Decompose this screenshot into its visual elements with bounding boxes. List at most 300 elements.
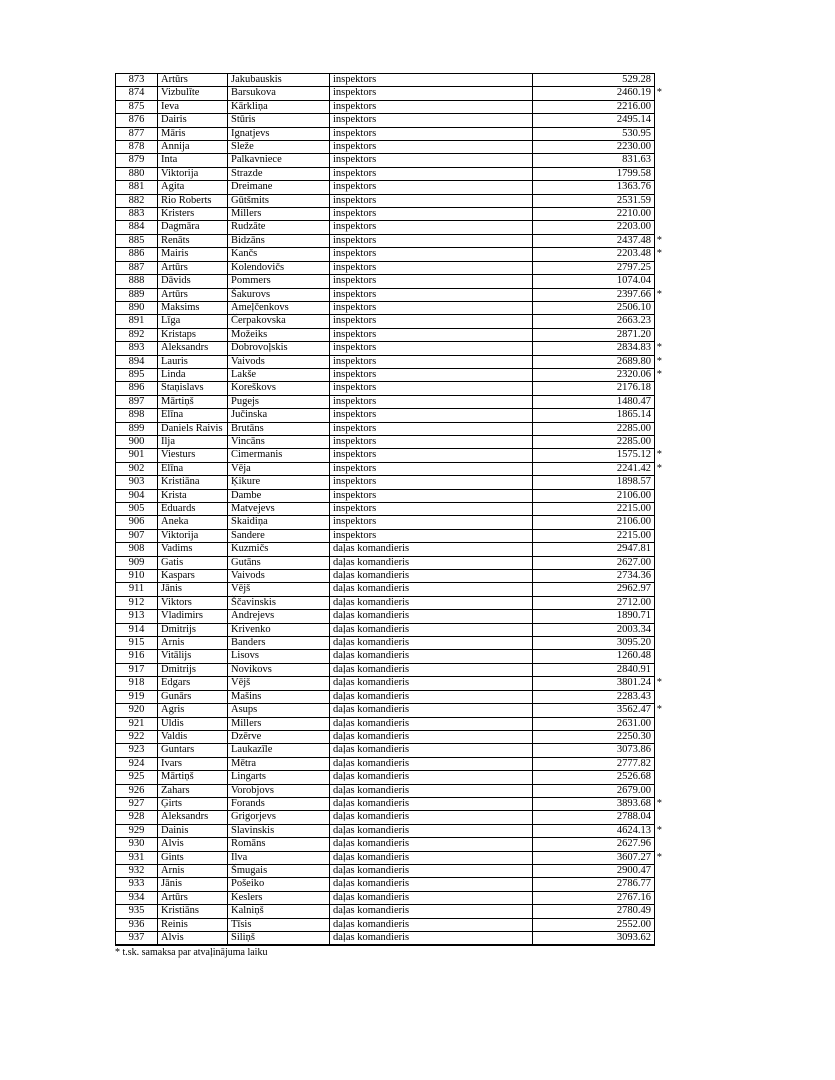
position-cell: inspektors [330, 87, 533, 100]
position-cell: inspektors [330, 395, 533, 408]
row-number: 933 [116, 878, 158, 891]
row-number: 910 [116, 570, 158, 583]
position-cell: inspektors [330, 422, 533, 435]
first-name-cell: Viktors [158, 596, 228, 609]
amount-cell [533, 704, 662, 717]
amount-value: 3562.47 [616, 704, 651, 716]
row-number: 937 [116, 932, 158, 946]
last-name-cell: Grigorjevs [228, 811, 330, 824]
row-number: 883 [116, 208, 158, 221]
row-number: 878 [116, 141, 158, 154]
first-name-cell: Artūrs [158, 288, 228, 301]
amount-cell [533, 637, 655, 650]
row-number: 877 [116, 127, 158, 140]
last-name-cell: Sandere [228, 529, 330, 542]
position-cell: daļas komandieris [330, 570, 533, 583]
footnote-marker: * [656, 87, 662, 99]
last-name-cell: Forands [228, 797, 330, 810]
position-cell: daļas komandieris [330, 851, 533, 864]
first-name-cell: Mārtiņš [158, 395, 228, 408]
amount-value: 2780.49 [616, 905, 651, 917]
amount-value: 2495.14 [616, 114, 651, 126]
first-name-cell: Gunārs [158, 690, 228, 703]
amount-value: 2210.00 [616, 208, 651, 220]
table-row [116, 610, 655, 623]
amount-cell [533, 851, 662, 864]
last-name-cell: Millers [228, 717, 330, 730]
position-cell: daļas komandieris [330, 690, 533, 703]
amount-value: 2531.59 [616, 194, 651, 206]
amount-cell [533, 409, 655, 422]
table-row [116, 556, 655, 569]
row-number: 922 [116, 730, 158, 743]
table-row [116, 221, 655, 234]
amount-value: 2712.00 [616, 596, 651, 608]
amount-value: 2834.83 [616, 342, 651, 354]
table-row [116, 315, 655, 328]
last-name-cell: Kančs [228, 248, 330, 261]
last-name-cell: Kalniņš [228, 905, 330, 918]
table-row [116, 824, 655, 837]
table-row [116, 891, 655, 904]
table-row [116, 154, 655, 167]
last-name-cell: Dreimane [228, 181, 330, 194]
table-row [116, 462, 655, 475]
position-cell: inspektors [330, 275, 533, 288]
amount-value: 2552.00 [616, 918, 651, 930]
table-row [116, 74, 655, 87]
first-name-cell: Elīna [158, 409, 228, 422]
position-cell: inspektors [330, 435, 533, 448]
row-number: 904 [116, 489, 158, 502]
row-number: 935 [116, 905, 158, 918]
table-row [116, 382, 655, 395]
amount-cell [533, 234, 662, 247]
amount-value: 1898.57 [616, 476, 651, 488]
last-name-cell: Andrejevs [228, 610, 330, 623]
amount-value: 831.63 [622, 154, 651, 166]
table-row [116, 100, 655, 113]
table-row [116, 181, 655, 194]
amount-value: 2962.97 [616, 583, 651, 595]
position-cell: daļas komandieris [330, 797, 533, 810]
table-row [116, 194, 655, 207]
amount-cell [533, 610, 655, 623]
last-name-cell: Ameļčenkovs [228, 301, 330, 314]
amount-value: 2689.80 [616, 355, 651, 367]
amount-cell [533, 529, 655, 542]
row-number: 932 [116, 864, 158, 877]
footnote-marker: * [656, 234, 662, 246]
first-name-cell: Inta [158, 154, 228, 167]
amount-cell [533, 891, 655, 904]
first-name-cell: Kaspars [158, 570, 228, 583]
first-name-cell: Ilja [158, 435, 228, 448]
first-name-cell: Elīna [158, 462, 228, 475]
position-cell: inspektors [330, 181, 533, 194]
amount-cell [533, 87, 662, 100]
first-name-cell: Kristaps [158, 328, 228, 341]
row-number: 894 [116, 355, 158, 368]
amount-value: 2627.96 [616, 838, 651, 850]
table-row [116, 503, 655, 516]
first-name-cell: Daniels Raivis [158, 422, 228, 435]
last-name-cell: Čerpakovska [228, 315, 330, 328]
row-number: 899 [116, 422, 158, 435]
first-name-cell: Artūrs [158, 261, 228, 274]
amount-cell [533, 797, 662, 810]
last-name-cell: Vorobjovs [228, 784, 330, 797]
last-name-cell: Kārkliņa [228, 100, 330, 113]
last-name-cell: Vējš [228, 677, 330, 690]
first-name-cell: Dmitrijs [158, 663, 228, 676]
first-name-cell: Dainis [158, 824, 228, 837]
amount-value: 3801.24 [616, 677, 651, 689]
last-name-cell: Ignatjevs [228, 127, 330, 140]
last-name-cell: Jučinska [228, 409, 330, 422]
amount-value: 2679.00 [616, 784, 651, 796]
first-name-cell: Viktorija [158, 167, 228, 180]
first-name-cell: Ivars [158, 757, 228, 770]
position-cell: inspektors [330, 516, 533, 529]
last-name-cell: Vēja [228, 462, 330, 475]
last-name-cell: Jakubauskis [228, 74, 330, 87]
last-name-cell: Millers [228, 208, 330, 221]
amount-cell [533, 449, 662, 462]
table-row [116, 717, 655, 730]
amount-value: 1799.58 [616, 167, 651, 179]
footnote-marker: * [656, 368, 662, 380]
table-row [116, 730, 655, 743]
table-row [116, 637, 655, 650]
row-number: 897 [116, 395, 158, 408]
amount-value: 2215.00 [616, 503, 651, 514]
table-row [116, 623, 655, 636]
last-name-cell: Pommers [228, 275, 330, 288]
amount-value: 2250.30 [616, 730, 651, 742]
table-row [116, 905, 655, 918]
last-name-cell: Stūris [228, 114, 330, 127]
last-name-cell: Novikovs [228, 663, 330, 676]
first-name-cell: Agris [158, 704, 228, 717]
amount-value: 2506.10 [616, 301, 651, 313]
row-number: 928 [116, 811, 158, 824]
position-cell: inspektors [330, 74, 533, 87]
position-cell: inspektors [330, 288, 533, 301]
position-cell: inspektors [330, 503, 533, 516]
row-number: 921 [116, 717, 158, 730]
amount-cell [533, 194, 655, 207]
last-name-cell: Gūtšmits [228, 194, 330, 207]
row-number: 903 [116, 476, 158, 489]
table-row [116, 918, 655, 931]
position-cell: daļas komandieris [330, 610, 533, 623]
position-cell: daļas komandieris [330, 878, 533, 891]
table-row [116, 208, 655, 221]
first-name-cell: Annija [158, 141, 228, 154]
position-cell: inspektors [330, 449, 533, 462]
position-cell: inspektors [330, 234, 533, 247]
last-name-cell: Romāns [228, 838, 330, 851]
amount-cell [533, 476, 655, 489]
position-cell: daļas komandieris [330, 596, 533, 609]
amount-value: 3893.68 [616, 797, 651, 809]
amount-value: 2786.77 [616, 878, 651, 890]
last-name-cell: Pugejs [228, 395, 330, 408]
first-name-cell: Agita [158, 181, 228, 194]
row-number: 914 [116, 623, 158, 636]
amount-cell [533, 811, 655, 824]
amount-value: 2203.48 [616, 248, 651, 260]
table-row [116, 864, 655, 877]
amount-cell [533, 301, 655, 314]
first-name-cell: Guntars [158, 744, 228, 757]
first-name-cell: Zahars [158, 784, 228, 797]
position-cell: inspektors [330, 141, 533, 154]
last-name-cell: Banders [228, 637, 330, 650]
row-number: 927 [116, 797, 158, 810]
first-name-cell: Alvis [158, 838, 228, 851]
first-name-cell: Vizbulīte [158, 87, 228, 100]
position-cell: inspektors [330, 167, 533, 180]
table-row [116, 328, 655, 341]
first-name-cell: Arnis [158, 637, 228, 650]
row-number: 891 [116, 315, 158, 328]
row-number: 874 [116, 87, 158, 100]
table-row [116, 932, 655, 946]
first-name-cell: Ģirts [158, 797, 228, 810]
position-cell: daļas komandieris [330, 932, 533, 946]
row-number: 901 [116, 449, 158, 462]
amount-value: 1890.71 [616, 610, 651, 622]
amount-cell [533, 382, 655, 395]
table-row [116, 784, 655, 797]
amount-cell [533, 503, 655, 516]
amount-value: 530.95 [622, 127, 651, 139]
footnote-marker: * [656, 288, 662, 300]
last-name-cell: Slavinskis [228, 824, 330, 837]
amount-cell [533, 167, 655, 180]
row-number: 912 [116, 596, 158, 609]
footnote-marker: * [656, 704, 662, 716]
first-name-cell: Ieva [158, 100, 228, 113]
row-number: 892 [116, 328, 158, 341]
amount-cell [533, 74, 655, 87]
table-row [116, 248, 655, 261]
amount-cell [533, 623, 655, 636]
position-cell: inspektors [330, 409, 533, 422]
table-row [116, 141, 655, 154]
position-cell: daļas komandieris [330, 543, 533, 556]
last-name-cell: Vaivods [228, 570, 330, 583]
amount-value: 2777.82 [616, 757, 651, 769]
amount-value: 2788.04 [616, 811, 651, 823]
position-cell: daļas komandieris [330, 811, 533, 824]
amount-cell [533, 596, 655, 609]
row-number: 908 [116, 543, 158, 556]
amount-value: 3095.20 [616, 637, 651, 649]
last-name-cell: Mašins [228, 690, 330, 703]
first-name-cell: Jānis [158, 878, 228, 891]
row-number: 924 [116, 757, 158, 770]
table-row [116, 811, 655, 824]
row-number: 918 [116, 677, 158, 690]
table-row [116, 395, 655, 408]
amount-value: 2797.25 [616, 261, 651, 273]
amount-value: 2003.34 [616, 623, 651, 635]
row-number: 936 [116, 918, 158, 931]
first-name-cell: Renāts [158, 234, 228, 247]
first-name-cell: Krista [158, 489, 228, 502]
last-name-cell: Pošeiko [228, 878, 330, 891]
position-cell: daļas komandieris [330, 757, 533, 770]
first-name-cell: Alvis [158, 932, 228, 946]
amount-value: 2631.00 [616, 717, 651, 729]
amount-cell [533, 744, 655, 757]
table-row [116, 690, 655, 703]
row-number: 925 [116, 771, 158, 784]
table-row [116, 167, 655, 180]
row-number: 890 [116, 301, 158, 314]
amount-cell [533, 328, 655, 341]
row-number: 909 [116, 556, 158, 569]
amount-value: 2437.48 [616, 234, 651, 246]
amount-value: 2627.00 [616, 556, 651, 568]
last-name-cell: Ščavinskis [228, 596, 330, 609]
row-number: 919 [116, 690, 158, 703]
amount-value: 2176.18 [616, 382, 651, 394]
row-number: 884 [116, 221, 158, 234]
amount-cell [533, 355, 662, 368]
amount-value: 1865.14 [616, 409, 651, 421]
position-cell: daļas komandieris [330, 824, 533, 837]
table-row [116, 543, 655, 556]
position-cell: inspektors [330, 355, 533, 368]
amount-cell [533, 127, 655, 140]
row-number: 917 [116, 663, 158, 676]
position-cell: inspektors [330, 328, 533, 341]
row-number: 887 [116, 261, 158, 274]
position-cell: daļas komandieris [330, 623, 533, 636]
footnote: * t.sk. samaksa par atvaļinājuma laiku [115, 947, 268, 958]
first-name-cell: Dāvids [158, 275, 228, 288]
row-number: 930 [116, 838, 158, 851]
table-row [116, 342, 655, 355]
position-cell: inspektors [330, 301, 533, 314]
first-name-cell: Dagmāra [158, 221, 228, 234]
row-number: 929 [116, 824, 158, 837]
row-number: 913 [116, 610, 158, 623]
salary-table-body [116, 74, 662, 946]
amount-cell [533, 543, 655, 556]
first-name-cell: Maksims [158, 301, 228, 314]
row-number: 882 [116, 194, 158, 207]
amount-cell [533, 489, 655, 502]
amount-cell [533, 114, 655, 127]
first-name-cell: Jānis [158, 583, 228, 596]
last-name-cell: Lingarts [228, 771, 330, 784]
first-name-cell: Valdis [158, 730, 228, 743]
first-name-cell: Viesturs [158, 449, 228, 462]
row-number: 873 [116, 74, 158, 87]
first-name-cell: Kristers [158, 208, 228, 221]
position-cell: inspektors [330, 208, 533, 221]
amount-cell [533, 717, 655, 730]
amount-value: 2767.16 [616, 891, 651, 903]
amount-cell [533, 248, 662, 261]
last-name-cell: Možeiks [228, 328, 330, 341]
position-cell: inspektors [330, 114, 533, 127]
amount-value: 3607.27 [616, 851, 651, 863]
amount-value: 1363.76 [616, 181, 651, 193]
position-cell: daļas komandieris [330, 891, 533, 904]
amount-cell [533, 570, 655, 583]
amount-cell [533, 918, 655, 931]
last-name-cell: Dambe [228, 489, 330, 502]
amount-cell [533, 141, 655, 154]
position-cell: daļas komandieris [330, 637, 533, 650]
position-cell: daļas komandieris [330, 730, 533, 743]
last-name-cell: Sleže [228, 141, 330, 154]
amount-value: 2840.91 [616, 663, 651, 675]
footnote-marker: * [656, 824, 662, 836]
table-row [116, 368, 655, 381]
last-name-cell: Kuzmičs [228, 543, 330, 556]
amount-cell [533, 556, 655, 569]
first-name-cell: Vitālijs [158, 650, 228, 663]
amount-value: 2106.00 [616, 489, 651, 501]
amount-cell [533, 221, 655, 234]
last-name-cell: Laukazīle [228, 744, 330, 757]
table-row [116, 422, 655, 435]
row-number: 905 [116, 503, 158, 516]
amount-cell [533, 368, 662, 381]
position-cell: inspektors [330, 382, 533, 395]
position-cell: daļas komandieris [330, 864, 533, 877]
last-name-cell: Dzērve [228, 730, 330, 743]
row-number: 931 [116, 851, 158, 864]
table-row [116, 838, 655, 851]
row-number: 879 [116, 154, 158, 167]
amount-cell [533, 100, 655, 113]
position-cell: daļas komandieris [330, 663, 533, 676]
row-number: 888 [116, 275, 158, 288]
last-name-cell: Rudzāte [228, 221, 330, 234]
amount-cell [533, 690, 655, 703]
last-name-cell: Ilva [228, 851, 330, 864]
table-row [116, 234, 655, 247]
first-name-cell: Artūrs [158, 891, 228, 904]
table-row [116, 114, 655, 127]
amount-value: 2460.19 [616, 87, 651, 99]
amount-cell [533, 435, 655, 448]
first-name-cell: Uldis [158, 717, 228, 730]
position-cell: daļas komandieris [330, 677, 533, 690]
table-row [116, 87, 655, 100]
first-name-cell: Dmitrijs [158, 623, 228, 636]
position-cell: inspektors [330, 100, 533, 113]
amount-cell [533, 395, 655, 408]
last-name-cell: Lisovs [228, 650, 330, 663]
last-name-cell: Asups [228, 704, 330, 717]
first-name-cell: Lauris [158, 355, 228, 368]
amount-cell [533, 275, 655, 288]
footnote-marker: * [656, 342, 662, 354]
position-cell: inspektors [330, 529, 533, 542]
last-name-cell: Kolendovičs [228, 261, 330, 274]
position-cell: inspektors [330, 462, 533, 475]
first-name-cell: Viktorija [158, 529, 228, 542]
